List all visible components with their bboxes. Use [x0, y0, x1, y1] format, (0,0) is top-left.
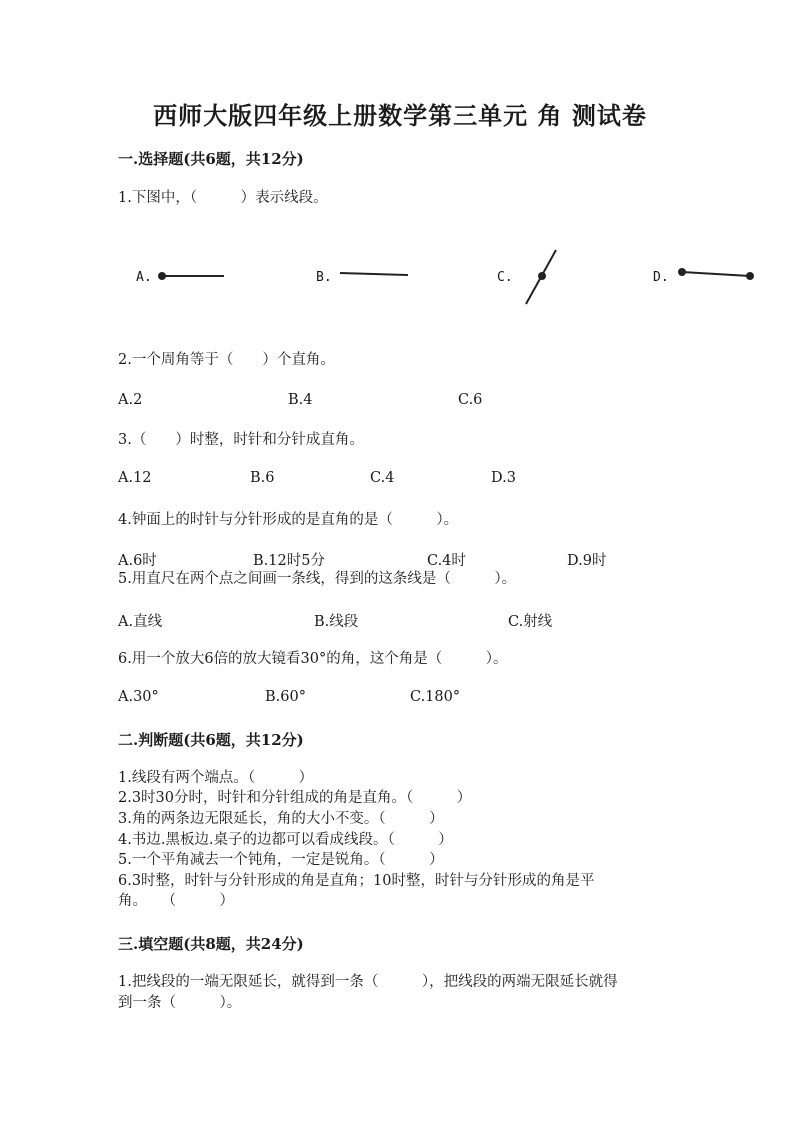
question-1: 1.下图中，（ ）表示线段。 [118, 190, 328, 206]
option-3c: C.4 [370, 470, 395, 486]
judgement-item-6: 6.3时整，时针与分针形成的角是直角；10时整，时针与分针形成的角是平 [118, 873, 595, 889]
page-title: 西师大版四年级上册数学第三单元 角 测试卷 [153, 101, 647, 130]
option-2c: C.6 [458, 392, 483, 408]
option-5c: C.射线 [508, 614, 553, 630]
figure-option-b-label: B. [316, 270, 332, 285]
judgement-item-1: 1.线段有两个端点。（ ） [118, 770, 314, 786]
question-4: 4.钟面上的时针与分针形成的是直角的是（ ）。 [118, 512, 459, 528]
figure-option-c-label: C. [497, 270, 513, 285]
option-5b: B.线段 [314, 614, 359, 630]
option-6c: C.180° [410, 689, 461, 705]
judgement-item-2: 2.3时30分时，时针和分针组成的角是直角。（ ） [118, 790, 472, 806]
segment-line [682, 272, 750, 276]
judgement-item-6-continued: 角。 （ ） [118, 893, 234, 909]
figure-option-a-ray [150, 262, 240, 292]
fill-in-item-1-continued: 到一条（ ）。 [118, 995, 242, 1011]
figure-option-c-line [520, 246, 570, 310]
question-6: 6.用一个放大6倍的放大镜看30°的角，这个角是（ ）。 [118, 651, 508, 667]
judgement-item-5: 5.一个平角减去一个钝角，一定是锐角。（ ） [118, 852, 444, 868]
option-4d: D.9时 [567, 553, 607, 569]
endpoint-dot [746, 272, 754, 280]
segment-line [340, 273, 408, 275]
figure-option-d-label: D. [653, 270, 669, 285]
section-heading-choice: 一.选择题(共6题，共12分) [118, 150, 304, 168]
option-2a: A.2 [118, 392, 143, 408]
option-6b: B.60° [265, 689, 306, 705]
figure-option-b-line [336, 262, 416, 292]
fill-in-item-1: 1.把线段的一端无限延长，就得到一条（ ），把线段的两端无限延长就得 [118, 974, 618, 990]
option-4c: C.4时 [427, 553, 466, 569]
option-5a: A.直线 [118, 614, 163, 630]
option-3d: D.3 [491, 470, 516, 486]
option-2b: B.4 [288, 392, 313, 408]
question-3: 3.（ ）时整，时针和分针成直角。 [118, 432, 364, 448]
endpoint-dot [538, 272, 546, 280]
option-4a: A.6时 [118, 553, 157, 569]
section-heading-judgement: 二.判断题(共6题，共12分) [118, 731, 304, 749]
option-6a: A.30° [118, 689, 159, 705]
option-3a: A.12 [118, 470, 152, 486]
option-3b: B.6 [250, 470, 275, 486]
section-heading-fill-in: 三.填空题(共8题，共24分) [118, 935, 304, 953]
figure-option-d-segment [676, 262, 760, 292]
option-4b: B.12时5分 [253, 553, 325, 569]
figure-option-a-label: A. [136, 270, 152, 285]
judgement-item-3: 3.角的两条边无限延长，角的大小不变。（ ） [118, 811, 444, 827]
question-5: 5.用直尺在两个点之间画一条线，得到的这条线是（ ）。 [118, 571, 517, 587]
judgement-item-4: 4.书边.黑板边.桌子的边都可以看成线段。（ ） [118, 832, 453, 848]
question-2: 2.一个周角等于（ ）个直角。 [118, 352, 335, 368]
